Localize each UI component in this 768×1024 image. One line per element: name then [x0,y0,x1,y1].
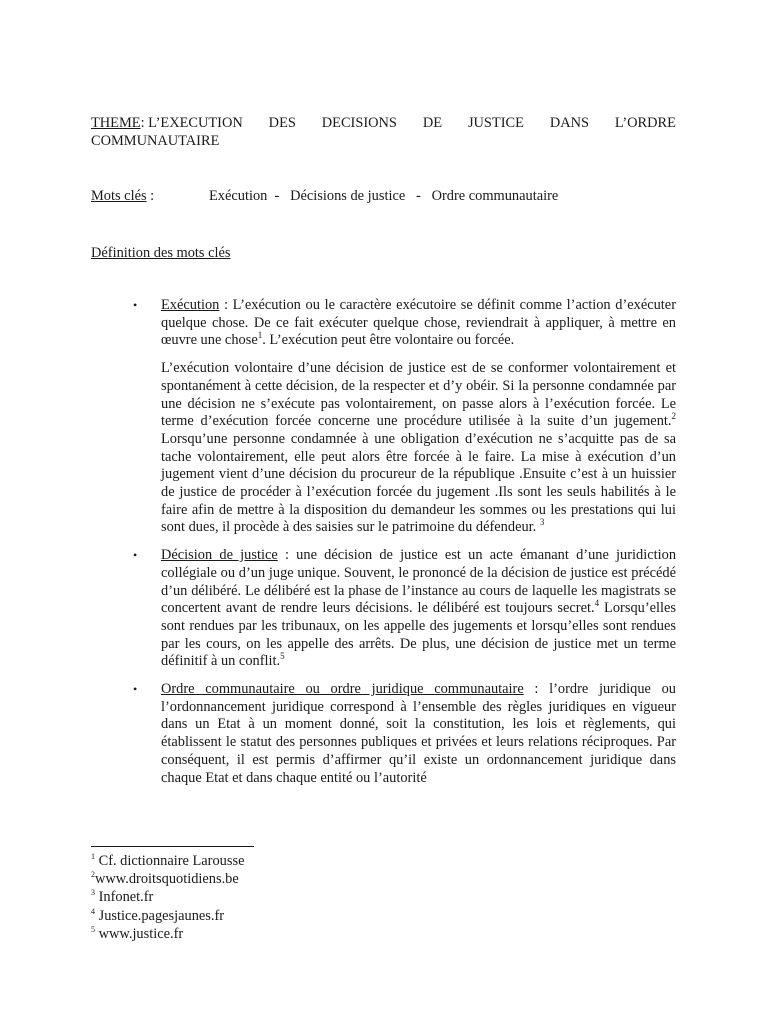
bullet-icon: • [133,682,138,697]
execution-paragraph-1 [161,297,676,350]
decision-paragraph [161,547,676,671]
theme-word: L’ORDRE [614,115,676,131]
ordre-paragraph [161,681,676,787]
footnote-item [91,925,244,943]
theme-word: L’EXECUTION [148,115,243,131]
execution-paragraph-2 [161,360,676,537]
footnote-separator [91,846,254,847]
bullet-icon: • [133,548,138,563]
theme-word: DANS [549,115,589,131]
theme-heading [91,114,676,150]
theme-word: DE [422,115,443,131]
keywords-line [91,187,558,205]
footnote-ref[interactable]: 5 [280,651,285,662]
term-execution: Exécution [161,297,220,313]
keywords-label: Mots clés [91,188,147,204]
bullet-icon: • [133,298,138,312]
footnote-ref[interactable]: 1 [257,330,263,341]
term-decision: Décision de justice [161,547,278,564]
theme-line-1 [91,114,676,132]
definitions-title-text: Définition des mots clés [91,245,231,261]
footnote-item [91,907,244,925]
keywords-label-group [91,187,209,205]
footnote-ref[interactable]: 2 [671,411,676,422]
theme-line-2: COMMUNAUTAIRE [91,133,220,149]
list-item-decision [91,547,676,671]
theme-word: DES [268,115,296,131]
footnote-text[interactable]: Justice.pagesjaunes.fr [95,907,225,924]
footnote-item [91,852,244,870]
footnote-number: 4 [91,906,95,916]
execution-text-1a: : L’exécution ou le caractère exécutoire se définit comme l’action d’exécuter quelque chose. De ce fait exécuter quelque chose, reviendrait à appliquer, à mettre en œuvre une chose [161,297,676,349]
footnote-number: 1 [91,852,95,862]
ordre-text: : l’ordre juridique ou l’ordonnancement juridique correspond à l’ensemble des règles juridiques en vigueur dans un Etat à un moment donné, soit la constitution, les lois et règlements, qui établissent le statut des personnes publiques et privées et leurs relations réciproques. Par conséquent, il est permis d’affirmer qu’il existe un ordonnancement juridique dans chaque Etat et dans chaque entité ou l’autorité [161,681,676,786]
decision-text-a: : une décision de justice est un acte émanant d’une juridiction collégiale ou d’un juge unique. Souvent, le prononcé de la décision de justice est précédé d’un délibéré. Le délibéré est la phase de l’instance au cours de laquelle les magistrats se concertent avant de rendre leurs décisions. le délibéré est toujours secret. [161,547,677,617]
execution-text-2b: Lorsqu’une personne condamnée à une obligation d’exécution ne s’acquitte pas de sa tache volontairement, elle peut alors être forcée à le faire. La mise à exécution d’un jugement vient d’une décision du procureur de la république .Ensuite c’est à un huissier de justice de procéder à l’exécution forcée du jugement .Ils sont les seuls habilités à le faire afin de mettre à la disposition du demandeur les sommes ou les prestations qui lui sont dues, il procède à des saisies sur le patrimoine du défendeur. [161,430,676,536]
list-item-ordre [91,681,676,787]
footnote-ref[interactable]: 4 [594,598,600,609]
execution-text-2a: L’exécution volontaire d’une décision de justice est de se conformer volontairement et spontanément à cette décision, de la respecter et d’y obéir. Si la personne condamnée par une décision ne s’exécute pas volontairement, on passe alors à l’exécution forcée. Le terme d’exécution forcée concerne une procédure utilisée à la suite d’un jugement. [161,360,676,430]
footnote-ref[interactable]: 3 [539,517,545,528]
theme-colon: : [140,115,145,131]
theme-label: THEME [91,115,141,131]
keywords-colon: : [146,188,155,204]
decision-text-b: Lorsqu’elles sont rendues par les tribunaux, on les appelle des jugements et lorsqu’elles sont rendues par les cours, on les appelle des arrêts. De plus, une décision de justice met un terme définitif à un conflit. [161,600,676,670]
footnote-text[interactable]: Infonet.fr [95,889,154,906]
theme-label-group [91,114,243,132]
footnotes [91,852,244,943]
execution-text-1b: . L’exécution peut être volontaire ou forcée. [262,332,515,349]
footnote-item [91,870,244,888]
term-ordre: Ordre communautaire ou ordre juridique communautaire [161,681,524,698]
footnote-number: 5 [91,925,95,935]
footnote-item [91,888,244,906]
footnote-text[interactable]: www.droitsquotidiens.be [95,871,239,888]
theme-word: DECISIONS [321,115,397,131]
footnote-number: 3 [91,888,95,898]
list-item-execution [91,297,676,537]
definitions-list [91,297,676,797]
keywords-values: Exécution - Décisions de justice - Ordre communautaire [209,188,559,204]
footnote-text[interactable]: www.justice.fr [95,925,184,942]
footnote-text: Cf. dictionnaire Larousse [95,853,245,869]
footnote-number: 2 [91,870,95,880]
theme-word: JUSTICE [467,115,524,131]
definitions-title [91,244,231,262]
